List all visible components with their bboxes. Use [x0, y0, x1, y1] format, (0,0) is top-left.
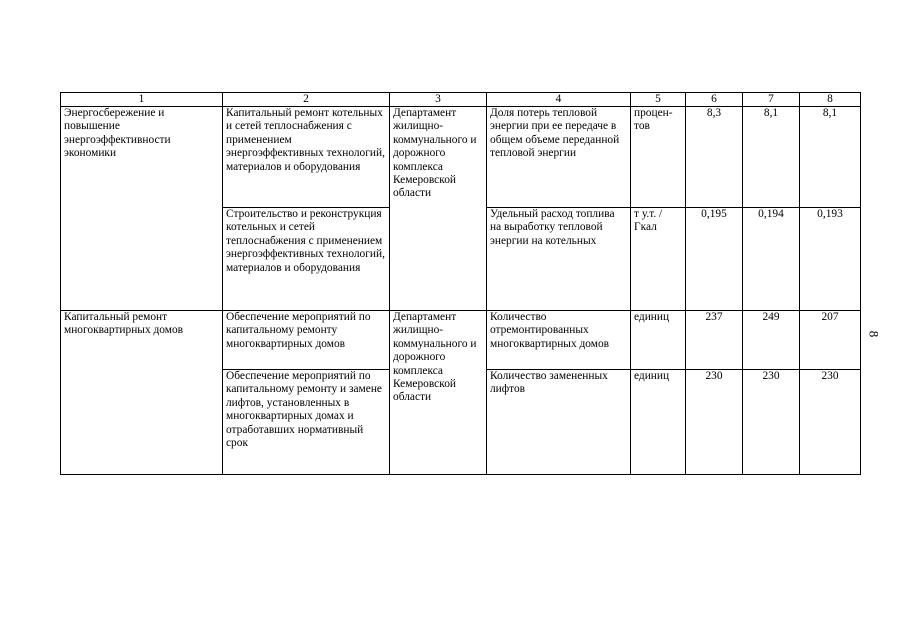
table-row	[61, 107, 861, 208]
unit-cell: единиц	[631, 370, 686, 475]
page-number: 8	[866, 330, 882, 338]
executor-cell: Департамент жилищно-коммунального и дорожного комплекса Кемеровской области	[390, 311, 487, 475]
unit-cell: процен-тов	[631, 107, 686, 208]
table-header-row	[61, 93, 861, 107]
header-cell-5: 5	[631, 93, 686, 107]
table-row	[61, 311, 861, 370]
value-cell-year-2: 8,1	[743, 107, 800, 208]
unit-cell: т у.т. / Гкал	[631, 208, 686, 311]
program-indicators-table	[60, 92, 861, 475]
header-cell-8: 8	[800, 93, 861, 107]
activity-cell: Обеспечение мероприятий по капитальному ремонту многоквартирных домов	[223, 311, 390, 370]
activity-cell: Строительство и реконструкция котельных и сетей теплоснабжения с применением энергоэффективных технологий, материалов и оборудования	[223, 208, 390, 311]
indicator-cell: Доля потерь тепловой энергии при ее передаче в общем объеме переданной тепловой энергии	[487, 107, 631, 208]
indicator-cell: Количество замененных лифтов	[487, 370, 631, 475]
value-cell-year-3: 0,193	[800, 208, 861, 311]
header-cell-7: 7	[743, 93, 800, 107]
header-cell-6: 6	[686, 93, 743, 107]
value-cell-year-3: 8,1	[800, 107, 861, 208]
program-name-cell: Энергосбережение и повышение энергоэффективности экономики	[61, 107, 223, 311]
indicator-cell: Количество отремонтированных многоквартирных домов	[487, 311, 631, 370]
header-cell-3: 3	[390, 93, 487, 107]
activity-cell: Капитальный ремонт котельных и сетей теплоснабжения с применением энергоэффективных технологий, материалов и оборудования	[223, 107, 390, 208]
value-cell-year-2: 230	[743, 370, 800, 475]
indicator-cell: Удельный расход топлива на выработку тепловой энергии на котельных	[487, 208, 631, 311]
value-cell-year-2: 249	[743, 311, 800, 370]
value-cell-year-1: 8,3	[686, 107, 743, 208]
value-cell-year-1: 237	[686, 311, 743, 370]
value-cell-year-3: 207	[800, 311, 861, 370]
program-name-cell: Капитальный ремонт многоквартирных домов	[61, 311, 223, 475]
value-cell-year-2: 0,194	[743, 208, 800, 311]
header-cell-4: 4	[487, 93, 631, 107]
executor-cell: Департамент жилищно-коммунального и дорожного комплекса Кемеровской области	[390, 107, 487, 311]
value-cell-year-1: 230	[686, 370, 743, 475]
value-cell-year-1: 0,195	[686, 208, 743, 311]
header-cell-2: 2	[223, 93, 390, 107]
unit-cell: единиц	[631, 311, 686, 370]
activity-cell: Обеспечение мероприятий по капитальному ремонту и замене лифтов, установленных в многоквартирных домах и отработавших нормативный срок	[223, 370, 390, 475]
value-cell-year-3: 230	[800, 370, 861, 475]
header-cell-1: 1	[61, 93, 223, 107]
